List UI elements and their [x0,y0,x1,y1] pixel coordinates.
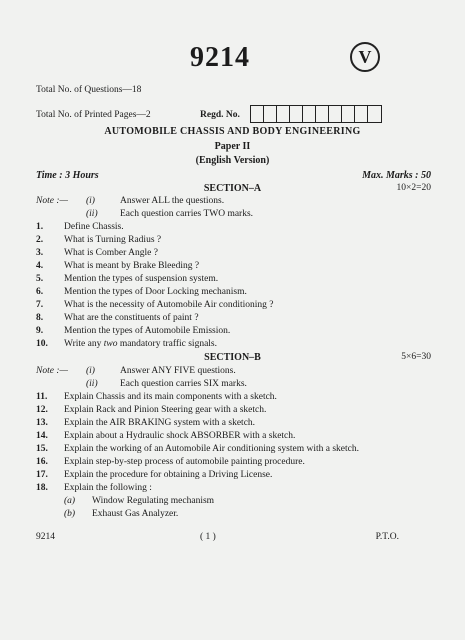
question-18: 18. Explain the following : [36,483,152,493]
question-8: 8. What are the constituents of paint ? [36,313,199,323]
question-12: 12. Explain Rack and Pinion Steering gear with a sketch. [36,405,267,415]
section-b-marks: 5×6=30 [401,352,431,362]
footer-paper-code: 9214 [36,532,55,542]
question-11: 11. Explain Chassis and its main components with a sketch. [36,392,277,402]
question-1: 1. Define Chassis. [36,222,124,232]
language-version: (English Version) [195,155,270,166]
question-4: 4. What is meant by Brake Bleeding ? [36,261,200,271]
max-marks: Max. Marks : 50 [362,170,431,181]
question-6: 6. Mention the types of Door Locking mechanism. [36,287,247,297]
question-18-item-b: (b) Exhaust Gas Analyzer. [64,509,179,519]
section-a-note-1: Note :— (i) Answer ALL the questions. [36,196,225,206]
section-b-note-1: Note :— (i) Answer ANY FIVE questions. [36,366,236,376]
footer-page-number: ( 1 ) [200,532,216,542]
question-15: 15. Explain the working of an Automobile Air conditioning system with a sketch. [36,444,359,454]
regd-label: Regd. No. [200,110,240,120]
regd-number-boxes [250,105,382,123]
subject-title: AUTOMOBILE CHASSIS AND BODY ENGINEERING [104,126,361,137]
question-2: 2. What is Turning Radius ? [36,235,162,245]
question-16: 16. Explain step-by-step process of automobile painting procedure. [36,457,305,467]
question-5: 5. Mention the types of suspension system. [36,274,219,284]
question-7: 7. What is the necessity of Automobile Air conditioning ? [36,300,274,310]
exam-time: Time : 3 Hours [36,170,99,181]
total-questions: Total No. of Questions—18 [36,85,142,95]
paper-code: 9214 [190,42,250,73]
question-14: 14. Explain about a Hydraulic shock ABSORBER with a sketch. [36,431,296,441]
paper-number: Paper II [214,141,251,152]
footer-pto: P.T.O. [375,532,399,542]
question-9: 9. Mention the types of Automobile Emission. [36,326,231,336]
question-18-item-a: (a) Window Regulating mechanism [64,496,215,506]
version-badge [350,42,380,72]
section-a-heading: SECTION–A [203,183,262,194]
section-b-heading: SECTION–B [204,352,261,363]
section-a-note-2: (ii) Each question carries TWO marks. [86,209,254,219]
question-13: 13. Explain the AIR BRAKING system with a sketch. [36,418,256,428]
section-b-note-2: (ii) Each question carries SIX marks. [86,379,247,389]
question-3: 3. What is Comber Angle ? [36,248,158,258]
version-letter: V [358,46,372,67]
question-10: 10. Write any two mandatory traffic signals. [36,339,217,349]
total-printed-pages: Total No. of Printed Pages—2 [36,110,151,120]
question-17: 17. Explain the procedure for obtaining a Driving License. [36,470,273,480]
section-a-marks: 10×2=20 [396,183,431,193]
